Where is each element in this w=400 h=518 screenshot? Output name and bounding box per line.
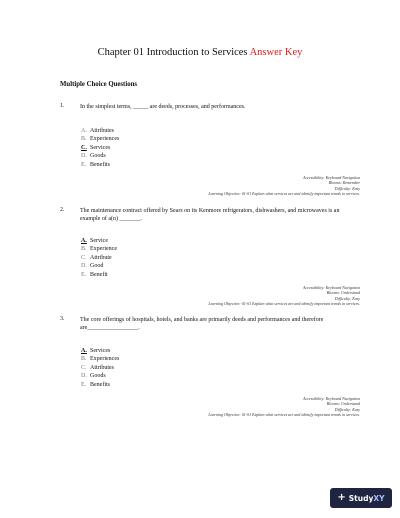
option-text: Services <box>90 144 111 151</box>
option-text: Attributes <box>90 128 114 134</box>
option-c <box>81 364 119 372</box>
answer-options <box>81 347 119 389</box>
option-e <box>81 271 117 279</box>
option-text: Experience <box>90 246 117 253</box>
option-text: Benefit <box>90 271 108 278</box>
question-text: The maintenance contract offered by Sears on its Kenmore refrigerators, dishwashers, and microwaves is an example of a(n) _______. <box>80 208 340 222</box>
meta-difficulty: Difficulty: Easy <box>334 406 360 412</box>
correct-option-letter: A. <box>81 348 87 354</box>
option-text: Attributes <box>90 364 114 371</box>
option-letter: E. <box>81 271 87 278</box>
question-metadata <box>60 175 360 197</box>
option-text: Experiences <box>90 136 120 143</box>
option-letter: A. <box>81 128 87 134</box>
option-letter: E. <box>81 161 87 168</box>
option-d <box>81 372 119 380</box>
meta-difficulty: Difficulty: Easy <box>334 185 360 191</box>
meta-blooms: Blooms: Understand <box>326 401 360 407</box>
plus-icon: + <box>337 492 346 503</box>
meta-blooms: Blooms: Understand <box>326 290 360 296</box>
question-metadata <box>60 285 360 307</box>
option-text: Benefits <box>90 161 110 168</box>
meta-learning-objective: Learning Objective: 01-01 Explain what services are and identify important trends in services. <box>208 412 360 418</box>
option-e <box>81 381 119 389</box>
option-text: Goods <box>90 153 106 160</box>
option-letter: D. <box>81 263 87 270</box>
answer-key-label: Answer Key <box>249 47 303 58</box>
brand-xy: XY <box>373 493 385 503</box>
option-a <box>81 347 119 355</box>
meta-blooms: Blooms: Remember <box>328 180 360 186</box>
section-heading: Multiple Choice Questions <box>60 81 138 88</box>
correct-option-letter: A. <box>81 238 87 244</box>
page-title <box>0 47 400 58</box>
option-letter: D. <box>81 153 87 160</box>
question-number: 3. <box>60 316 65 322</box>
question-number: 1. <box>60 103 65 109</box>
meta-learning-objective: Learning Objective: 01-01 Explain what services are and identify important trends in services. <box>208 191 360 197</box>
option-letter: C. <box>81 364 87 371</box>
option-text: Service <box>90 238 108 244</box>
answer-options <box>81 237 117 279</box>
question-2 <box>60 207 360 310</box>
brand-name <box>349 494 385 503</box>
option-text: Attribute <box>90 254 112 261</box>
option-a <box>81 237 117 245</box>
question-text: In the simplest terms, _____ are deeds, processes, and performances. <box>80 104 246 110</box>
option-b <box>81 355 119 363</box>
question-number: 2. <box>60 207 65 213</box>
option-a <box>81 127 119 135</box>
question-1 <box>60 103 360 198</box>
option-letter: B. <box>81 246 87 253</box>
meta-learning-objective: Learning Objective: 01-01 Explain what services are and identify important trends in services. <box>208 301 360 307</box>
title-text: Chapter 01 Introduction to Services <box>97 47 248 58</box>
option-letter: C. <box>81 254 87 261</box>
meta-accessibility: Accessibility: Keyboard Navigation <box>303 175 360 180</box>
question-3 <box>60 316 360 426</box>
question-text: The core offerings of hospitals, hotels, and banks are primarily deeds and performances and therefore are_________________. <box>80 317 324 331</box>
studyxy-badge[interactable] <box>330 488 392 508</box>
option-c <box>81 254 117 262</box>
correct-option-letter: C. <box>81 144 87 151</box>
answer-options <box>81 127 119 169</box>
option-text: Services <box>90 348 111 354</box>
option-b <box>81 245 117 253</box>
meta-accessibility: Accessibility: Keyboard Navigation <box>303 285 360 290</box>
option-text: Goods <box>90 373 106 380</box>
option-d <box>81 152 119 160</box>
option-letter: D. <box>81 373 87 380</box>
option-text: Experiences <box>90 356 120 363</box>
option-e <box>81 161 119 169</box>
option-letter: B. <box>81 356 87 363</box>
option-text: Benefits <box>90 381 110 388</box>
brand-study: Study <box>348 493 374 503</box>
option-letter: E. <box>81 381 87 388</box>
option-b <box>81 135 119 143</box>
option-text: Good <box>90 263 104 270</box>
option-d <box>81 262 117 270</box>
option-c <box>81 144 119 152</box>
meta-difficulty: Difficulty: Easy <box>334 295 360 301</box>
question-metadata <box>60 396 360 418</box>
meta-accessibility: Accessibility: Keyboard Navigation <box>303 396 360 401</box>
option-letter: B. <box>81 136 87 143</box>
